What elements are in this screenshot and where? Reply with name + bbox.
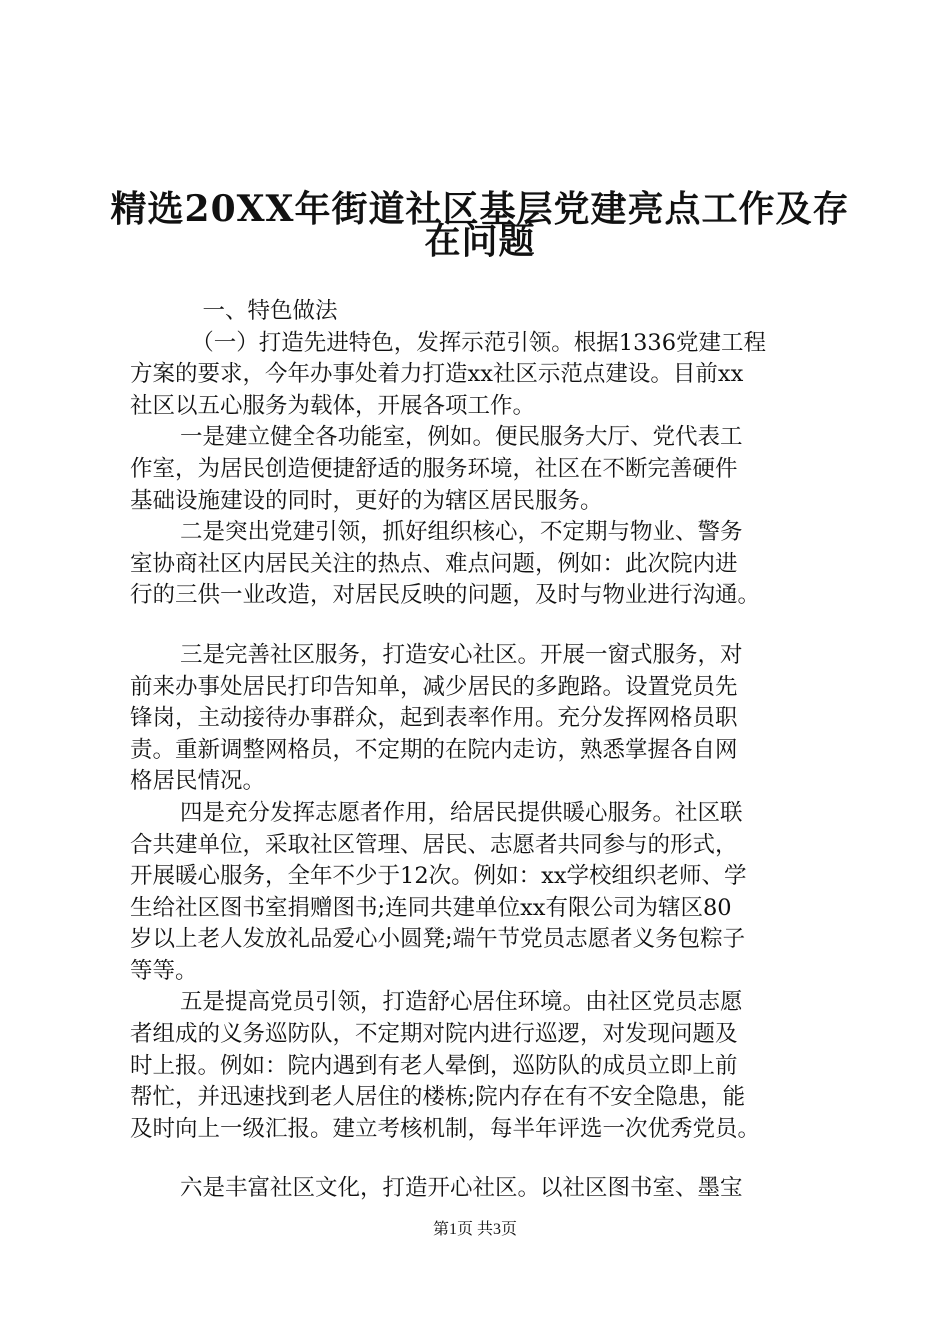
body-line: 合共建单位，采取社区管理、居民、志愿者共同参与的形式， bbox=[130, 831, 738, 858]
paragraph-gap bbox=[130, 612, 860, 640]
body-line: 方案的要求，今年办事处着力打造xx社区示范点建设。目前xx bbox=[130, 361, 744, 388]
body-line: 基础设施建设的同时，更好的为辖区居民服务。 bbox=[130, 487, 603, 514]
body-line: 等等。 bbox=[130, 957, 198, 984]
document-title-line-2: 在问题 bbox=[424, 220, 536, 262]
body-line: 时上报。例如：院内遇到有老人晕倒，巡防队的成员立即上前 bbox=[130, 1052, 738, 1079]
body-line: 行的三供一业改造，对居民反映的问题，及时与物业进行沟通。 bbox=[130, 582, 761, 609]
body-line: 六是丰富社区文化，打造开心社区。以社区图书室、墨宝 bbox=[180, 1175, 743, 1202]
body-line: 岁以上老人发放礼品爱心小圆凳;端午节党员志愿者义务包粽子 bbox=[130, 926, 746, 953]
document-title-line-1: 精选20XX年街道社区基层党建亮点工作及存 bbox=[110, 188, 850, 230]
body-line: 五是提高党员引领，打造舒心居住环境。由社区党员志愿 bbox=[180, 989, 743, 1016]
body-line: 前来办事处居民打印告知单，减少居民的多跑路。设置党员先 bbox=[130, 673, 738, 700]
body-line: 锋岗，主动接待办事群众，起到表率作用。充分发挥网格员职 bbox=[130, 705, 738, 732]
body-line: 格居民情况。 bbox=[130, 768, 266, 795]
body-line: 者组成的义务巡防队，不定期对院内进行巡逻，对发现问题及 bbox=[130, 1021, 738, 1048]
body-line: （一）打造先进特色，发挥示范引领。根据1336党建工程 bbox=[180, 329, 767, 356]
body-line: 责。重新调整网格员，不定期的在院内走访，熟悉掌握各自网 bbox=[130, 736, 738, 763]
section-heading: 一、特色做法 bbox=[180, 298, 338, 324]
body-line: 开展暖心服务，全年不少于12次。例如：xx学校组织老师、学 bbox=[130, 863, 747, 890]
body-line: 生给社区图书室捐赠图书;连同共建单位xx有限公司为辖区80 bbox=[130, 894, 732, 921]
body-line: 室协商社区内居民关注的热点、难点问题，例如：此次院内进 bbox=[130, 550, 738, 577]
document-body bbox=[130, 296, 860, 1205]
body-line: 三是完善社区服务，打造安心社区。开展一窗式服务，对 bbox=[180, 641, 743, 668]
body-line: 二是突出党建引领，抓好组织核心，不定期与物业、警务 bbox=[180, 519, 743, 546]
paragraph-gap bbox=[130, 1145, 860, 1173]
page-footer: 第1页 共3页 bbox=[432, 1221, 517, 1238]
body-line: 社区以五心服务为载体，开展各项工作。 bbox=[130, 392, 536, 419]
body-line: 作室，为居民创造便捷舒适的服务环境，社区在不断完善硬件 bbox=[130, 455, 738, 482]
body-line: 一是建立健全各功能室，例如。便民服务大厅、党代表工 bbox=[180, 424, 743, 451]
body-line: 及时向上一级汇报。建立考核机制，每半年评选一次优秀党员。 bbox=[130, 1115, 761, 1142]
body-line: 四是充分发挥志愿者作用，给居民提供暖心服务。社区联 bbox=[180, 799, 743, 826]
body-line: 帮忙，并迅速找到老人居住的楼栋;院内存在有不安全隐患，能 bbox=[130, 1084, 746, 1111]
